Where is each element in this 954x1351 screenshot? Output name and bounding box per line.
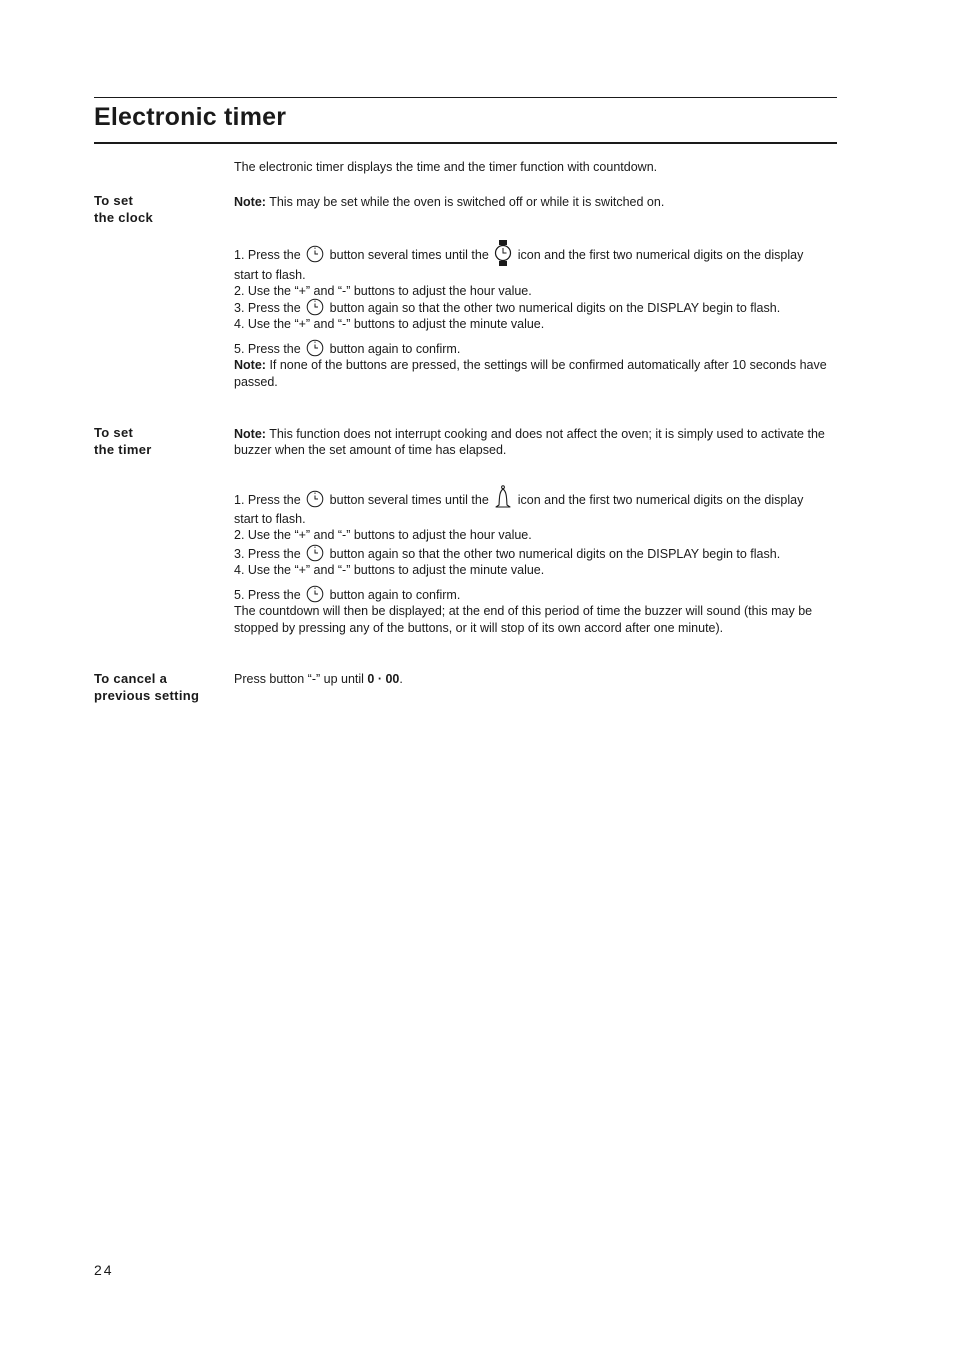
clock-section-heading: To set the clock [94,193,154,225]
timer-step-1: 1. Press the button several times until the icon and the first two numerical digits on the display start to flash. 2. Use the “+” and “-” buttons to adjust the hour value. [234,485,834,544]
header-rule-bottom [94,142,837,144]
timer-step-4: 4. Use the “+” and “-” buttons to adjust the minute value. [234,563,545,578]
clock-button-icon [306,585,324,603]
timer-step-3: 3. Press the button again so that the other two numerical digits on the DISPLAY begin to flash. 4. Use the “+” and “-” buttons to adjust the minute value. [234,544,834,579]
header-rule-top [94,97,837,98]
clock-step-1: 1. Press the button several times until the icon and the first two numerical digits on the display start to flash. 2. Use the “+” and “-” buttons to adjust the hour value. [234,239,834,300]
timer-note: Note: This function does not interrupt cooking and does not affect the oven; it is simply used to activate the buzzer when the set amount of time has elapsed. [234,427,825,458]
page-title: Electronic timer [94,103,287,131]
timer-countdown-text: The countdown will then be displayed; at the end of this period of time the buzzer will sound (this may be stopped by pressing any of the buttons, or it will stop of its own accord after one minute). [234,604,813,635]
clock-note-2: Note: If none of the buttons are pressed, the settings will be confirmed automatically after 10 seconds have passed. [234,358,827,389]
intro-text: The electronic timer displays the time and the timer function with countdown. [234,160,658,174]
watch-icon [494,239,512,267]
clock-note: Note: This may be set while the oven is switched off or while it is switched on. [234,195,665,209]
bell-icon [494,485,512,511]
timer-step-5: 5. Press the button again to confirm. The countdown will then be displayed; at the end of this period of time the buzzer will sound (this may be stopped by pressing any of the buttons, or it will stop of its own accord after one minute). [234,585,834,636]
cancel-section-heading: To cancel a previous setting [94,671,200,703]
clock-step-3: 3. Press the button again so that the other two numerical digits on the DISPLAY begin to flash. 4. Use the “+” and “-” buttons to adjust the minute value. [234,298,834,333]
cancel-value: 0 · 00 [367,672,400,686]
clock-step-5: 5. Press the button again to confirm. Note: If none of the buttons are pressed, the settings will be confirmed automatically after 10 seconds have passed. [234,339,834,390]
clock-button-icon [306,490,324,508]
clock-button-icon [306,298,324,316]
clock-button-icon [306,245,324,263]
page-number: 24 [94,1262,114,1278]
clock-button-icon [306,544,324,562]
timer-section-heading: To set the timer [94,425,152,457]
cancel-text: Press button “-” up until 0 · 00. [234,672,403,686]
clock-step-4: 4. Use the “+” and “-” buttons to adjust the minute value. [234,317,545,332]
clock-button-icon [306,339,324,357]
timer-step-2: 2. Use the “+” and “-” buttons to adjust the hour value. [234,528,532,543]
clock-step-2: 2. Use the “+” and “-” buttons to adjust the hour value. [234,284,532,299]
